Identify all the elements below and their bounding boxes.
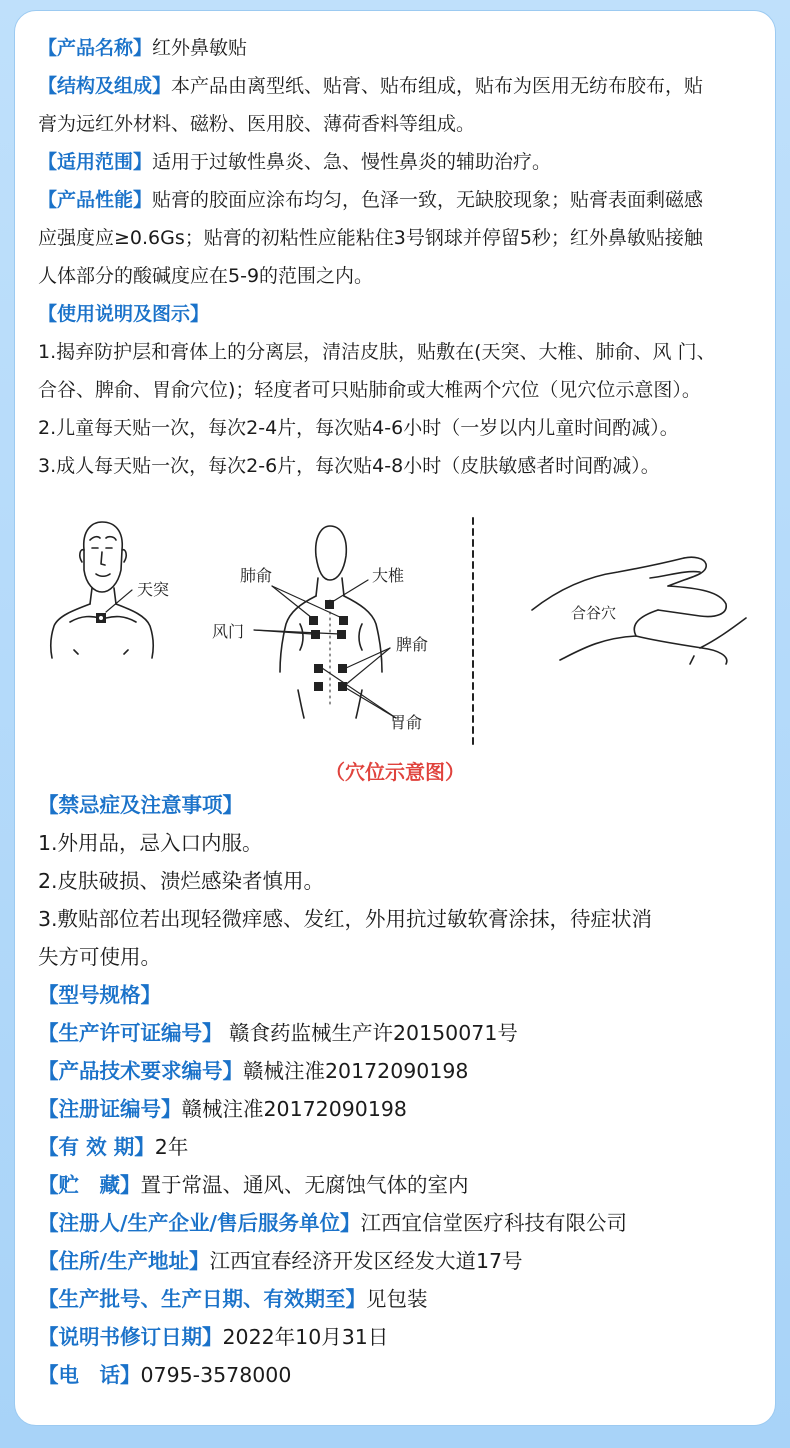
hand-figure	[532, 557, 746, 664]
registrant-row	[38, 1204, 760, 1242]
phone-row	[38, 1356, 760, 1394]
dazhui-label: 大椎	[372, 566, 405, 585]
tech-req-row	[38, 1052, 760, 1090]
model-spec-label: 【型号规格】	[38, 983, 161, 1007]
performance-text-3: 人体部分的酸碱度应在5-9的范围之内。	[38, 265, 374, 287]
storage-label: 【贮 藏】	[38, 1173, 141, 1197]
registrant-value: 江西宜信堂医疗科技有限公司	[360, 1211, 627, 1235]
phone-value: 0795-3578000	[140, 1363, 292, 1387]
structure-row	[38, 67, 760, 105]
usage-text-2: 合谷、脾俞、胃俞穴位)；轻度者可只贴肺俞或大椎两个穴位（见穴位示意图）。	[38, 379, 701, 401]
scope-label: 【适用范围】	[38, 151, 153, 173]
contra-text-1: 1.外用品，忌入口内服。	[38, 831, 263, 855]
product-name-value: 红外鼻敏贴	[152, 37, 248, 59]
address-value: 江西宜春经济开发区经发大道17号	[209, 1249, 523, 1273]
weishu-label: 胃俞	[390, 713, 423, 732]
registration-label: 【注册证编号】	[38, 1097, 182, 1121]
address-label: 【住所/生产地址】	[38, 1249, 210, 1273]
back-acupoints	[309, 600, 348, 691]
revision-value: 2022年10月31日	[222, 1325, 389, 1349]
contra-text-2: 2.皮肤破损、溃烂感染者慎用。	[38, 869, 325, 893]
contra-row	[38, 786, 760, 824]
contra-text-4: 失方可使用。	[38, 945, 161, 969]
registrant-label: 【注册人/生产企业/售后服务单位】	[38, 1211, 361, 1235]
usage-row	[38, 295, 760, 333]
license-value: 赣食药监械生产许20150071号	[222, 1021, 518, 1045]
license-label: 【生产许可证编号】	[38, 1021, 223, 1045]
fengmen-label: 风门	[212, 622, 245, 641]
batch-row	[38, 1280, 760, 1318]
diagram-caption: （穴位示意图）	[325, 760, 465, 784]
product-name-row	[38, 29, 760, 67]
usage-text-1: 1.揭弃防护层和膏体上的分离层，清洁皮肤，贴敷在(天突、大椎、肺俞、风 门、	[38, 341, 716, 363]
registration-value: 赣械注准20172090198	[181, 1097, 407, 1121]
tech-req-value: 赣械注准20172090198	[243, 1059, 469, 1083]
validity-value: 2年	[154, 1135, 189, 1159]
product-name-label: 【产品名称】	[38, 37, 153, 59]
contra-label: 【禁忌症及注意事项】	[38, 793, 243, 817]
pishu-label: 脾俞	[396, 635, 429, 654]
structure-text-1: 本产品由离型纸、贴膏、贴布组成，贴布为医用无纺布胶布，贴	[171, 75, 704, 97]
contra-text-3: 3.敷贴部位若出现轻微痒感、发红，外用抗过敏软膏涂抹，待症状消	[38, 907, 653, 931]
acupoint-diagram	[0, 500, 790, 755]
scope-value: 适用于过敏性鼻炎、急、慢性鼻炎的辅助治疗。	[152, 151, 552, 173]
structure-label: 【结构及组成】	[38, 75, 172, 97]
scope-row	[38, 143, 760, 181]
license-row	[38, 1014, 760, 1052]
batch-label: 【生产批号、生产日期、有效期至】	[38, 1287, 366, 1311]
tiantu-label: 天突	[137, 580, 170, 599]
validity-row	[38, 1128, 760, 1166]
performance-row	[38, 181, 760, 219]
usage-text-4: 3.成人每天贴一次，每次2-6片，每次贴4-8小时（皮肤敏感者时间酌减）。	[38, 455, 660, 477]
phone-label: 【电 话】	[38, 1363, 141, 1387]
structure-text-2: 膏为远红外材料、磁粉、医用胶、薄荷香料等组成。	[38, 113, 476, 135]
performance-text-2: 应强度应≥0.6Gs；贴膏的初粘性应能粘住3号钢球并停留5秒；红外鼻敏贴接触	[38, 227, 703, 249]
address-row	[38, 1242, 760, 1280]
registration-row	[38, 1090, 760, 1128]
storage-row	[38, 1166, 760, 1204]
model-spec-row	[38, 976, 760, 1014]
revision-label: 【说明书修订日期】	[38, 1325, 223, 1349]
storage-value: 置于常温、通风、无腐蚀气体的室内	[140, 1173, 469, 1197]
usage-text-3: 2.儿童每天贴一次，每次2-4片，每次贴4-6小时（一岁以内儿童时间酌减）。	[38, 417, 679, 439]
performance-label: 【产品性能】	[38, 189, 153, 211]
back-figure	[280, 526, 382, 718]
tech-req-label: 【产品技术要求编号】	[38, 1059, 243, 1083]
validity-label: 【有 效 期】	[38, 1135, 155, 1159]
performance-text-1: 贴膏的胶面应涂布均匀，色泽一致，无缺胶现象；贴膏表面剩磁感	[152, 189, 704, 211]
hegu-label: 合谷穴	[571, 604, 617, 622]
revision-row	[38, 1318, 760, 1356]
batch-value: 见包装	[366, 1287, 428, 1311]
usage-label: 【使用说明及图示】	[38, 303, 210, 325]
feishu-label: 肺俞	[240, 566, 273, 585]
